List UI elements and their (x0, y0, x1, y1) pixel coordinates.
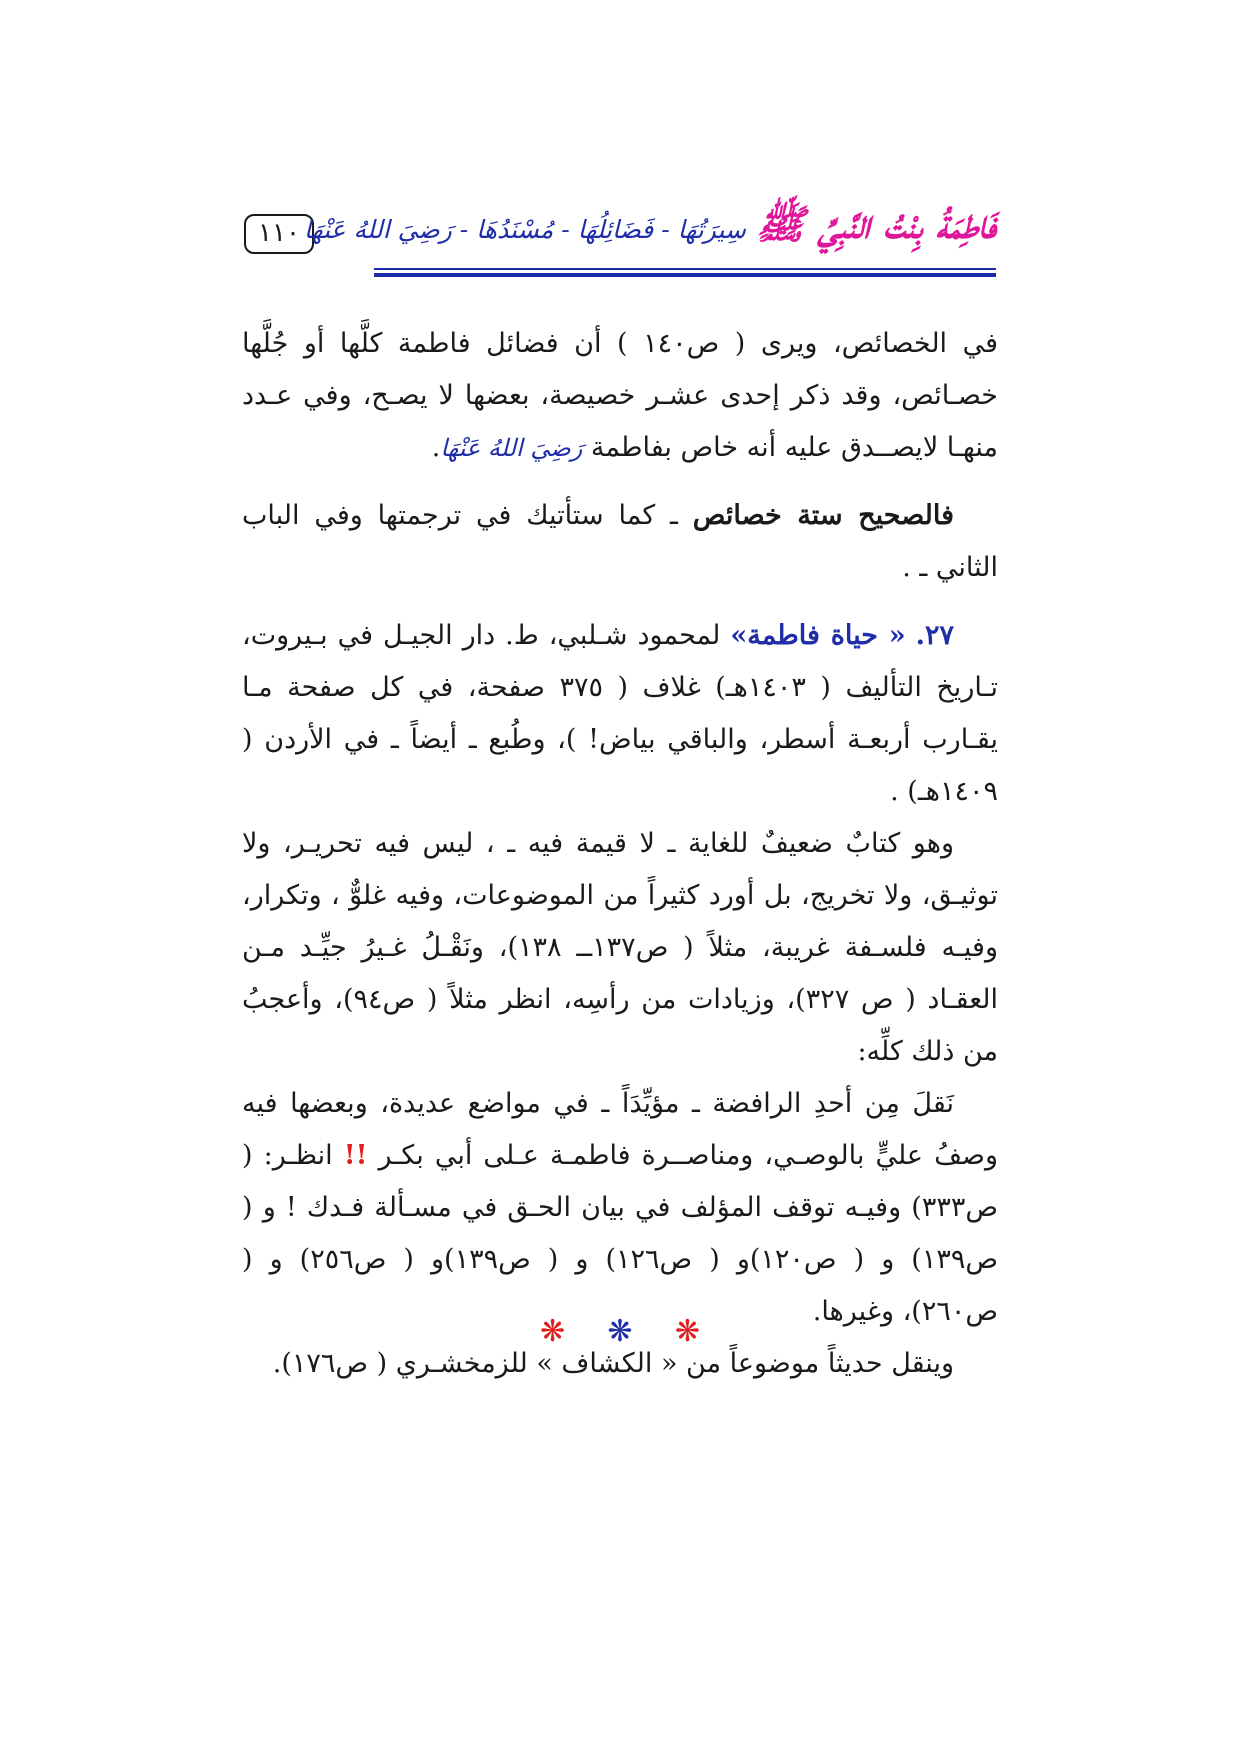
paragraph-3-rest: لمحمود شـلبي، ط. دار الجيـل في بـيروت، تـاريخ التأليف ( ١٤٠٣هـ) غلاف ( ٣٧٥ صفحة، في كل صفحة مـا يقـارب أربعـة أسطر، والباقي بياض! )، وطُبع ـ أيضاً ـ في الأردن ( ١٤٠٩هـ) . (242, 620, 999, 807)
book-subtitle: سِيرَتُهَا - فَضَائِلُهَا - مُسْنَدُهَا - رَضِيَ اللهُ عَنْهَا (303, 215, 746, 244)
paragraph-2-rest: ـ كما ستأتيك في ترجمتها وفي الباب الثاني ـ . (242, 500, 998, 583)
paragraph-3 (242, 610, 998, 818)
page-content (242, 318, 998, 1390)
star-ornament-icon: ❋ (607, 1314, 633, 1349)
header-rule-thick (374, 273, 996, 277)
entry-number: ٢٧. (915, 620, 955, 651)
paragraph-5-before: نَقلَ مِن أحدِ الرافضة ـ مؤيِّدَاً ـ في مواضع عديدة، وبعضها فيه وصفُ عليٍّ بالوصـي، ومناصــرة فاطمـة عـلى أبي بكـر (242, 1088, 998, 1171)
paragraph-4 (242, 818, 998, 1078)
exclamation-mark: !! (343, 1140, 368, 1171)
paragraph-2 (242, 490, 998, 594)
honorific-radiyallahu-anha: رَضِيَ اللهُ عَنْهَا (440, 434, 583, 462)
page-number: ١١٠ (244, 214, 314, 254)
star-ornament-icon: ❋ (540, 1314, 566, 1349)
paragraph-5 (242, 1078, 998, 1338)
spacer (242, 474, 998, 490)
book-name: « حياة فاطمة» (730, 620, 906, 651)
paragraph-1-end: . (431, 432, 441, 463)
header-rule-thin (374, 268, 996, 270)
header-rule (244, 0, 996, 300)
paragraph-1-text: في الخصائص، ويرى ( ص١٤٠ ) أن فضائل فاطمة كلَّها أو جُلَّها خصـائص، وقد ذكر إحدى عشـر خصيصة، بعضها لا يصـح، وفي عـدد منهـا لايصــدق عليه أنه خاص بفاطمة (242, 328, 998, 463)
spacer (242, 594, 998, 610)
book-title: فَاطِمَةُ بِنْتُ النَّبِيِّ ﷺ (756, 201, 996, 248)
paragraph-1 (242, 318, 998, 474)
paragraph-6-text: وينقل حديثاً موضوعاً من « الكشاف » للزمخشـري ( ص١٧٦). (272, 1348, 954, 1379)
paragraph-5-after: انظـر: ( ص٣٣٣) وفيـه توقف المؤلف في بيان الحـق في مسـألة فـدك ! و ( ص١٣٩) و ( ص١٢٠)و ( ص١٢٦) و ( ص١٣٩)و ( ص٢٥٦) و ( ص٢٦٠)، وغيرها. (242, 1140, 998, 1327)
star-ornament-icon: ❋ (674, 1314, 700, 1349)
paragraph-2-bold: فالصحيح ستة خصائص (692, 500, 954, 531)
section-divider (540, 1312, 700, 1352)
paragraph-4-text: وهو كتابٌ ضعيفٌ للغاية ـ لا قيمة فيه ـ ، ليس فيه تحريـر، ولا توثيـق، ولا تخريج، بل أورد كثيراً من الموضوعات، وفيه غلوٌّ ، وتكرار، وفيـه فلسـفة غريبة، مثلاً ( ص١٣٧ــ ١٣٨)، ونَقْـلُ غـيرُ جيِّـد مـن العقـاد ( ص ٣٢٧)، وزيادات من رأسِه، انظر مثلاً ( ص٩٤)، وأعجبُ من ذلك كلِّه: (242, 828, 999, 1067)
